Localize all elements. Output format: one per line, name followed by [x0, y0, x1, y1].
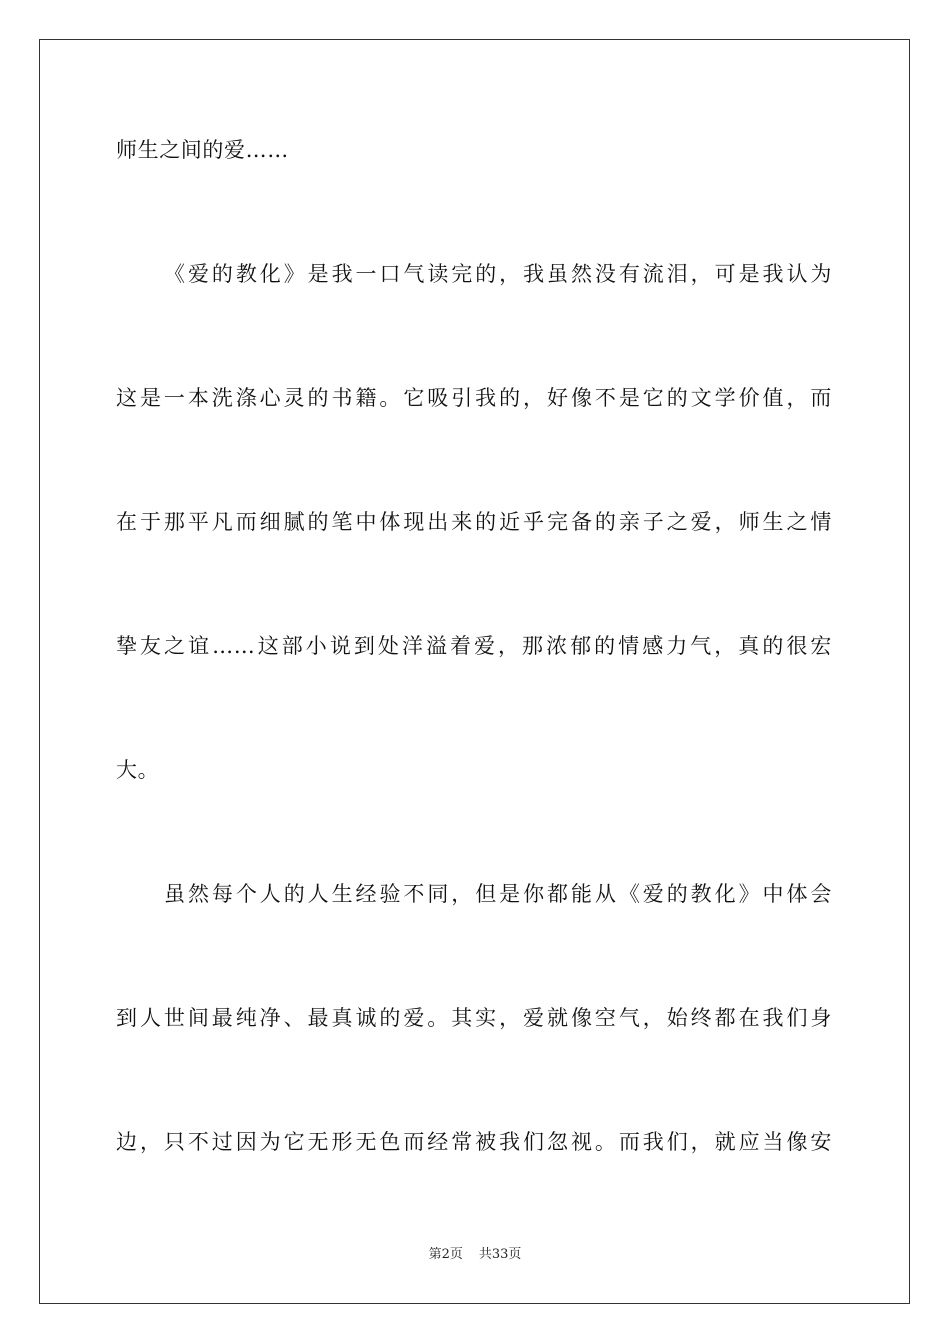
text-line: 大。 [116, 758, 160, 782]
text-line: 师生之间的爱…… [116, 138, 289, 162]
text-line: 这是一本洗涤心灵的书籍。它吸引我的，好像不是它的文学价值，而 [116, 386, 832, 410]
text-line: 挚友之谊……这部小说到处洋溢着爱，那浓郁的情感力气，真的很宏 [116, 634, 832, 658]
text-line: 在于那平凡而细腻的笔中体现出来的近乎完备的亲子之爱，师生之情 [116, 510, 832, 534]
page-frame [39, 39, 910, 1304]
page-total: 共33页 [478, 1247, 522, 1262]
page-footer [0, 1246, 950, 1264]
paragraph-first-line: 虽然每个人的人生经验不同，但是你都能从《爱的教化》中体会 [164, 882, 832, 906]
text-line: 边，只不过因为它无形无色而经常被我们忽视。而我们，就应当像安 [116, 1130, 832, 1154]
text-line: 到人世间最纯净、最真诚的爱。其实，爱就像空气，始终都在我们身 [116, 1006, 832, 1030]
paragraph-first-line: 《爱的教化》是我一口气读完的，我虽然没有流泪，可是我认为 [164, 262, 832, 286]
page-number: 第2页 [428, 1247, 463, 1262]
